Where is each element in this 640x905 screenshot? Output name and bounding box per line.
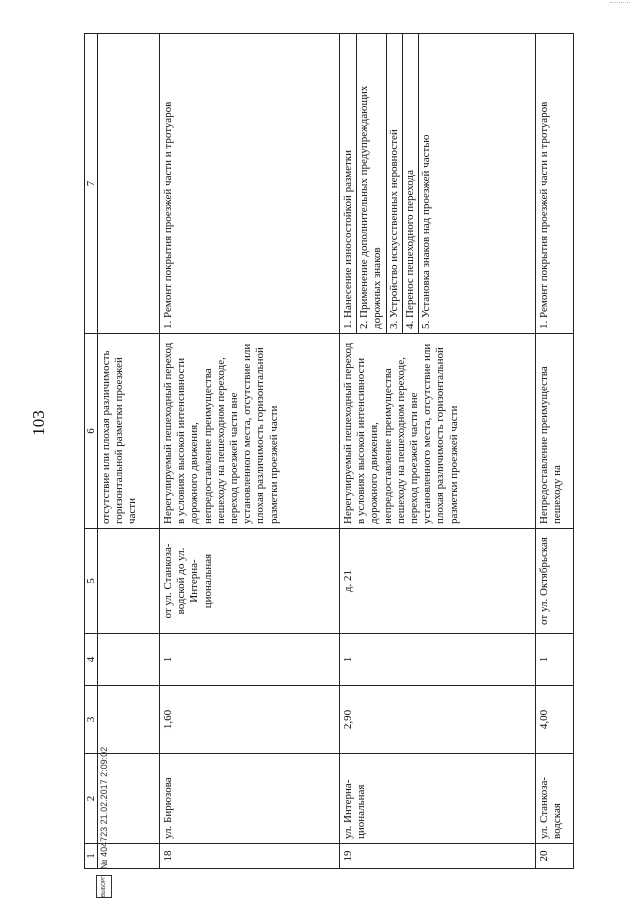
cell-measures (340, 34, 536, 334)
cell-issues: Непредоставление преимущества пешеходу на (536, 334, 574, 529)
header-col-4: 4 (85, 634, 98, 686)
logo-text: ВЫБОРГ (100, 876, 107, 897)
cell-issues: Нерегулируемый пешеходный переход в условиях высокой интенсивности дорожного движения, непредоставление преимущества пешеходу на пешеходном переходе, переход проезжей части вне установленного места, отсутствие или плохая различимость горизонтальной разметки проезжей части (340, 334, 536, 529)
cell-count: 1 (340, 634, 536, 686)
table-rotator (84, 34, 572, 869)
page-number: 103 (29, 410, 48, 436)
table-row (98, 34, 160, 869)
cell-length: 2,90 (340, 686, 536, 754)
cell-street: ул. Интерна-циональная (340, 754, 536, 844)
table-row (340, 34, 536, 869)
document-stamp-inner (92, 746, 116, 898)
cell-location: д. 21 (340, 529, 536, 634)
header-col-3: 3 (85, 686, 98, 754)
cell-measures (160, 34, 340, 334)
cell-count (98, 634, 160, 686)
header-col-7: 7 (85, 34, 98, 334)
cell-length: 4,00 (536, 686, 574, 754)
cell-measures (536, 34, 574, 334)
document-id: № 404723 21.02.2017 2:09:02 (99, 746, 109, 870)
measure-item: 1. Нанесение износостойкой разметки (342, 149, 354, 329)
header-col-1: 1 (85, 844, 98, 869)
cell-length (98, 686, 160, 754)
header-col-5: 5 (85, 529, 98, 634)
measure-item: 5. Установка знаков над проезжей частью (418, 34, 434, 333)
cell-location: от ул. Станкоза-водской до ул. Интерна-циональная (160, 529, 340, 634)
scan-artifact (610, 2, 630, 13)
header-col-2: 2 (85, 754, 98, 844)
measure-item (100, 34, 101, 333)
measure-item: 3. Устройство искусственных неровностей (386, 34, 402, 333)
cell-no: 20 (536, 844, 574, 869)
header-row (85, 34, 98, 869)
city-logo-icon (96, 875, 112, 898)
cell-measures (98, 34, 160, 334)
road-safety-table (84, 33, 574, 869)
document-stamp (92, 746, 116, 898)
cell-location: от ул. Октябрьская (536, 529, 574, 634)
header-col-6: 6 (85, 334, 98, 529)
table-row (160, 34, 340, 869)
cell-issues: Нерегулируемый пешеходный переход в условиях высокой интенсивности дорожного движения, непредоставление преимущества пешеходу на пешеходном переходе, переход проезжей части вне установленного места, отсутствие или плохая различимость горизонтальной разметки проезжей части (160, 334, 340, 529)
measure-item: 2. Применение дополнительных предупреждающих дорожных знаков (356, 34, 385, 333)
cell-street: ул. Станкоза-водская (536, 754, 574, 844)
cell-street: ул. Бирюзова (160, 754, 340, 844)
cell-location (98, 529, 160, 634)
cell-no: 18 (160, 844, 340, 869)
cell-count: 1 (536, 634, 574, 686)
measure-item: 1. Ремонт покрытия проезжей части и тротуаров (162, 101, 174, 329)
cell-issues: отсутствие или плохая различимость горизонтальной разметки проезжей части (98, 334, 160, 529)
measure-item: 4. Перенос пешеходного перехода (402, 34, 418, 333)
table-row (536, 34, 574, 869)
measure-item: 1. Ремонт покрытия проезжей части и тротуаров (538, 101, 550, 329)
cell-no: 19 (340, 844, 536, 869)
table-region (84, 34, 572, 869)
cell-length: 1,60 (160, 686, 340, 754)
cell-count: 1 (160, 634, 340, 686)
